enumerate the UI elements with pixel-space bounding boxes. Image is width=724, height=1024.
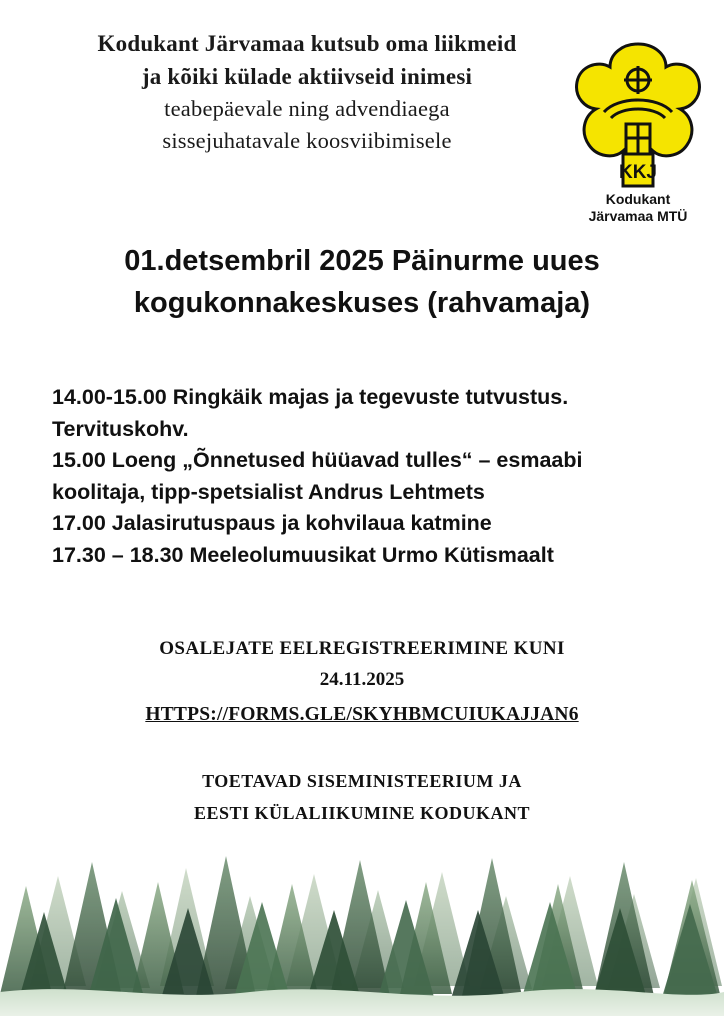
invitation-header	[42, 28, 572, 157]
snow-ground	[0, 989, 724, 1016]
programme-line-2: Tervituskohv.	[52, 416, 189, 441]
programme-line-3: 15.00 Loeng „Õnnetused hüüavad tulles“ – esmaabi	[52, 448, 583, 473]
programme-line-4: koolitaja, tipp-spetsialist Andrus Lehtmets	[52, 479, 485, 504]
logo-name-line2: Järvamaa MTÜ	[588, 208, 688, 224]
logo-abbreviation: KKJ	[618, 162, 658, 183]
supporters-line-2: EESTI KÜLALIIKUMINE KODUKANT	[193, 802, 531, 823]
registration-title: OSALEJATE EELREGISTREERIMINE KUNI	[159, 638, 565, 659]
invite-line-3: teabepäevale ning advendiaega	[164, 96, 450, 122]
event-date-line-2: kogukonnakeskuses (rahvamaja)	[133, 287, 591, 320]
logo-name-line1: Kodukant	[605, 191, 671, 207]
kodukant-jarvamaa-logo	[570, 38, 706, 228]
invite-line-4: sissejuhatavale koosviibimisele	[162, 128, 452, 154]
programme-line-6: 17.30 – 18.30 Meeleolumuusikat Urmo Kütismaalt	[52, 542, 554, 567]
event-date-venue	[40, 240, 684, 324]
programme-line-1: 14.00-15.00 Ringkäik majas ja tegevuste tutvustus.	[52, 385, 569, 409]
registration-deadline: 24.11.2025	[319, 669, 405, 691]
programme-line-5: 17.00 Jalasirutuspaus ja kohvilaua katmine	[52, 511, 492, 536]
forest-illustration	[0, 816, 724, 1016]
registration-block	[62, 634, 662, 732]
programme-schedule	[52, 382, 682, 572]
invite-line-2: ja kõiki külade aktiivseid inimesi	[141, 63, 473, 89]
event-date-line-1: 01.detsembril 2025 Päinurme uues	[124, 245, 600, 277]
registration-form-link[interactable]: HTTPS://FORMS.GLE/SKYHBMCUIUKAJJAN6	[145, 703, 579, 725]
invite-line-1: Kodukant Järvamaa kutsub oma liikmeid	[97, 31, 517, 56]
supporters-line-1: TOETAVAD SISEMINISTEERIUM JA	[202, 771, 522, 791]
